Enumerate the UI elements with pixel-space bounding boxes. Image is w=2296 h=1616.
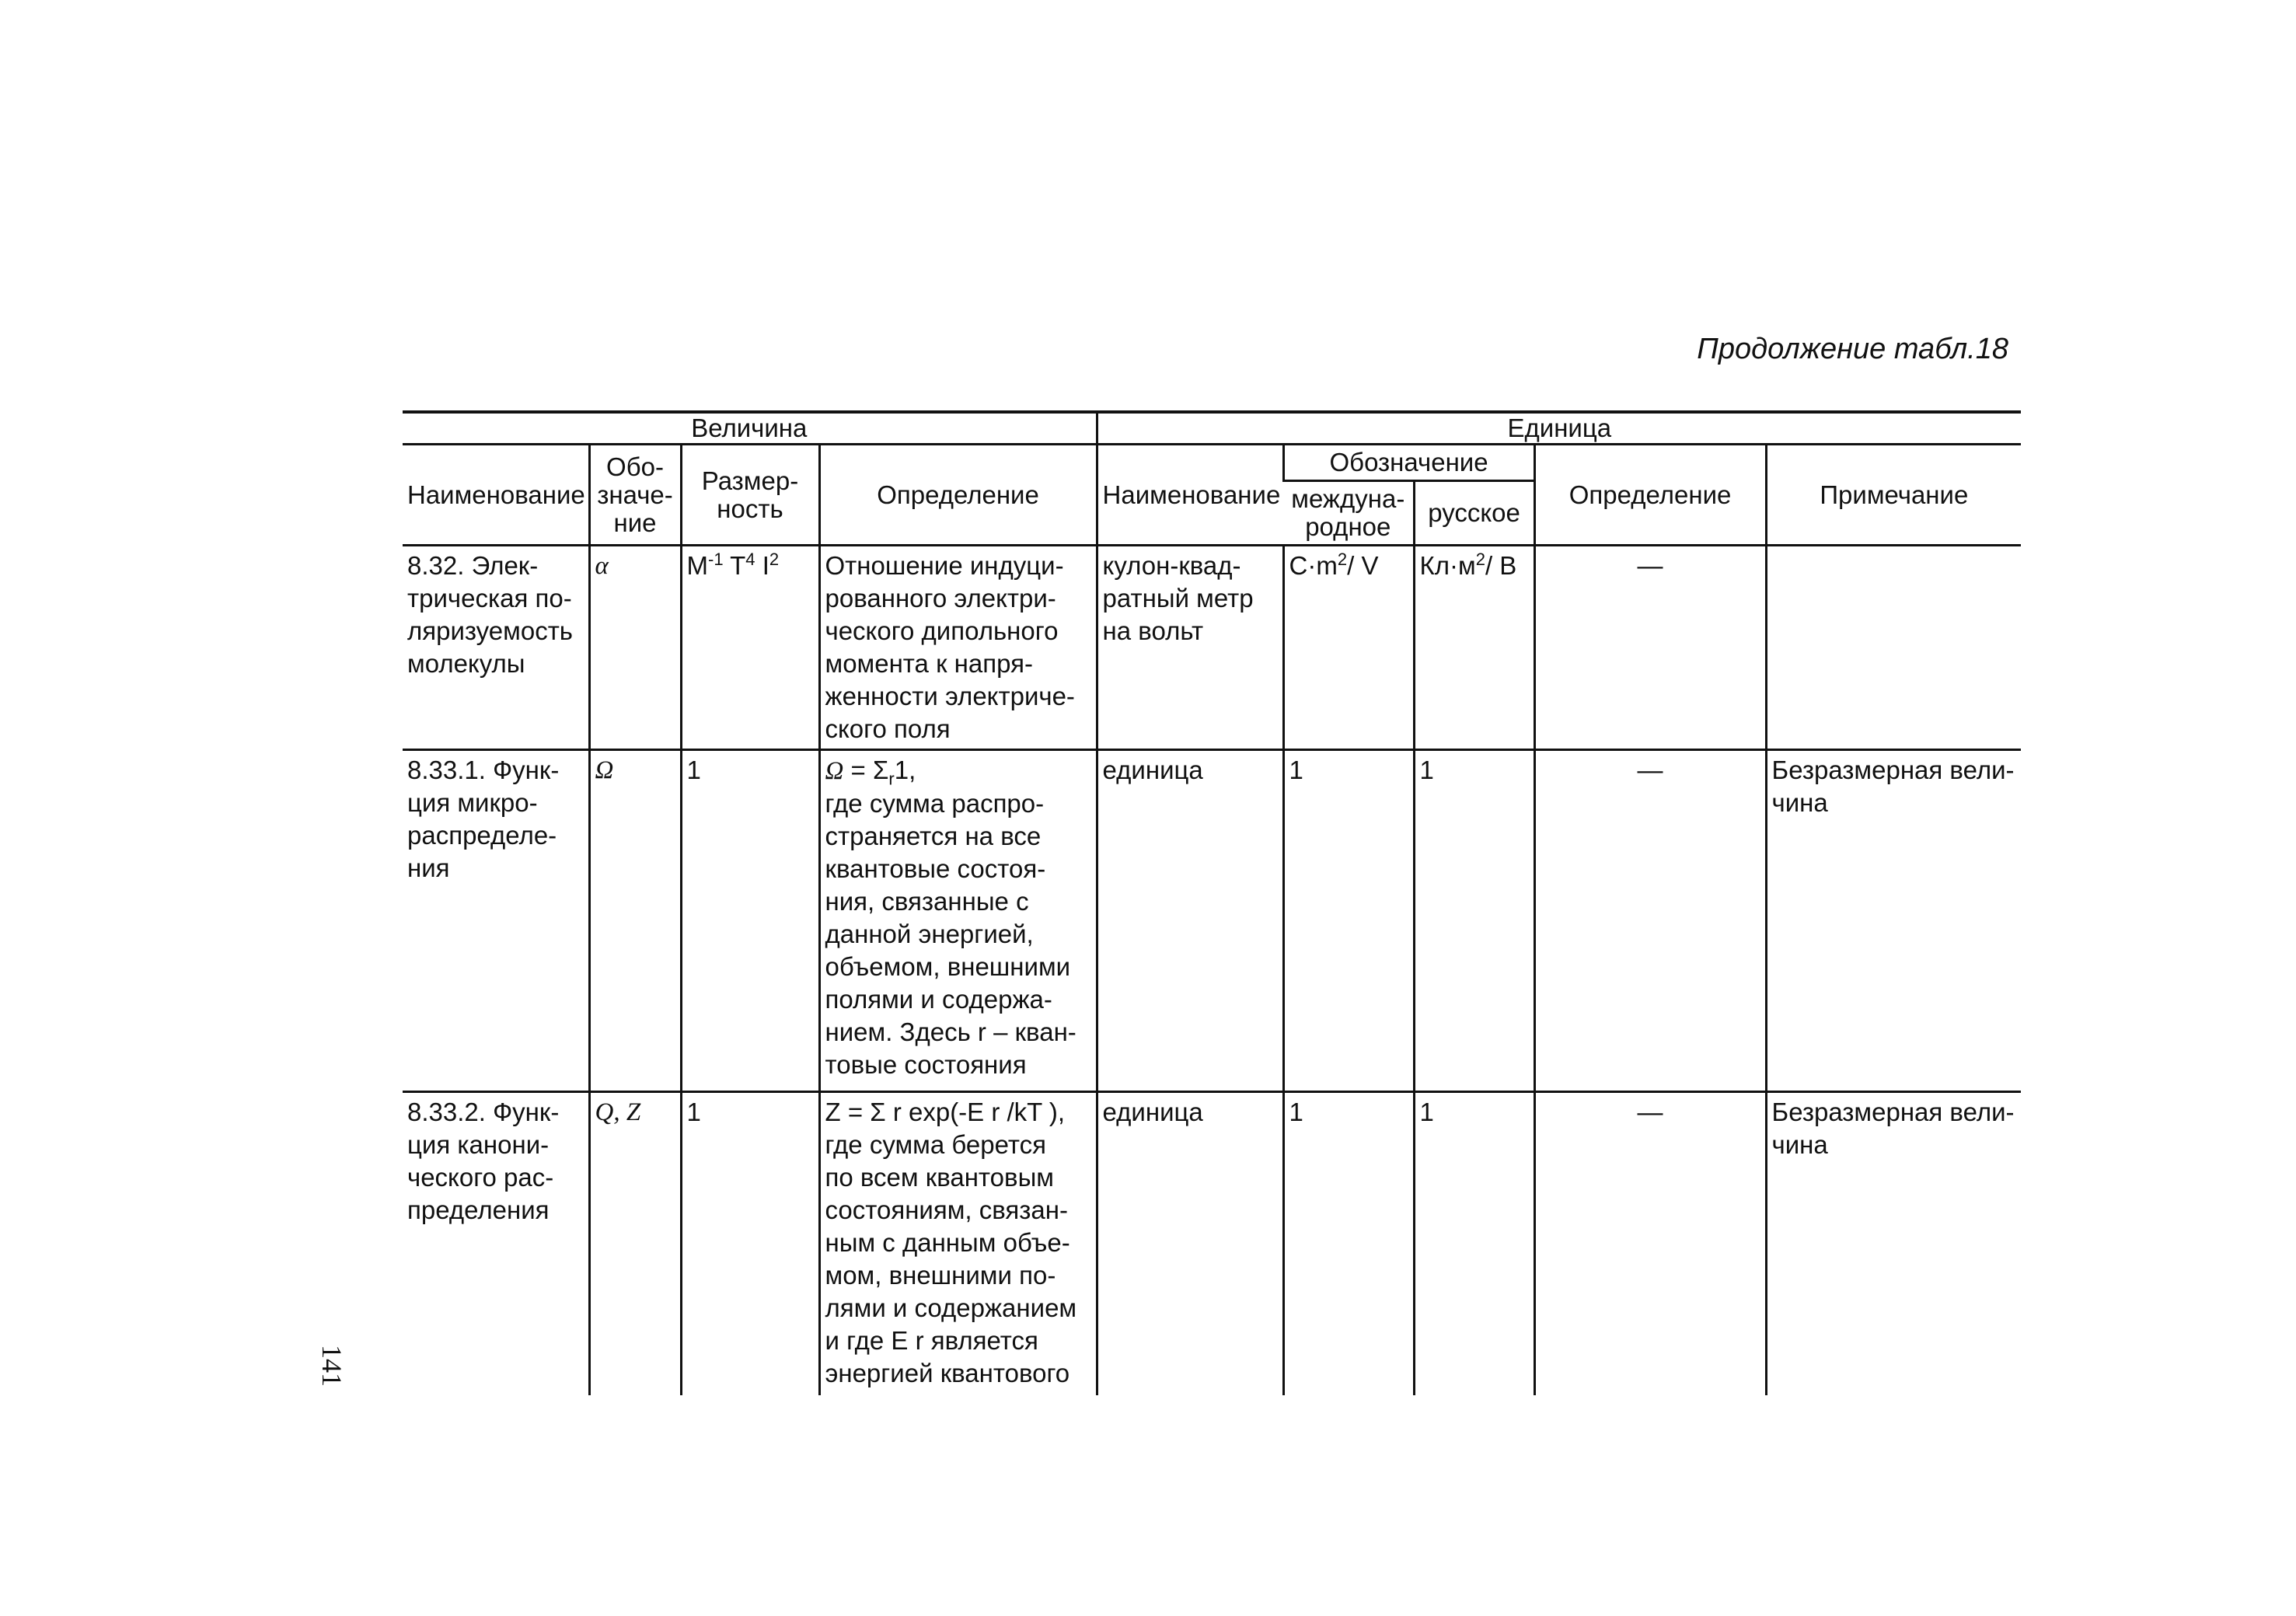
- unit-definition: —: [1534, 546, 1766, 750]
- quantity-symbol: Ω: [589, 750, 681, 1092]
- header-note: Примечание: [1766, 445, 2021, 546]
- formula: $\Omega = \Sigma_r1$,: [825, 756, 916, 789]
- quantity-symbol: Q, Z: [589, 1092, 681, 1395]
- unit-definition: —: [1534, 1092, 1766, 1395]
- header-international: междуна- родное: [1283, 481, 1414, 546]
- header-quantity-name: Наименование: [403, 445, 589, 546]
- note: Безразмерная вели- чина: [1766, 1092, 2021, 1395]
- header-unit-definition: Определение: [1534, 445, 1766, 546]
- page-number: 141: [316, 1345, 347, 1387]
- header-quantity-symbol: Обо- значе- ние: [589, 445, 681, 546]
- dimension: 1: [681, 750, 819, 1092]
- table-row: [403, 750, 2021, 1092]
- table-caption: Продолжение табл.18: [1697, 333, 2008, 365]
- quantities-table: [403, 410, 2021, 1395]
- quantity-definition: Z = Σ r exp(-E r /kT ), где сумма берется по всем квантовым состояниям, связан- ным с данным объе- мом, внешними по- лями и содержанием и где E r является энергией квантового: [819, 1092, 1097, 1395]
- dimension: $M^{-1}$ $T^4$ $I^2$: [681, 546, 819, 750]
- quantity-name: 8.33.2. Функ- ция канони- ческого рас- пределения: [407, 1098, 560, 1224]
- header-unit-symbol: Обозначение: [1283, 445, 1534, 481]
- unit-symbol-russian: 1: [1414, 1092, 1534, 1395]
- header-unit-name: Наименование: [1097, 445, 1283, 546]
- formula: Z = Σ r exp(-E r /kT ),: [825, 1098, 1066, 1126]
- unit-definition: —: [1534, 750, 1766, 1092]
- unit-symbol-russian: $Кл\cdot м^2/$ В: [1414, 546, 1534, 750]
- unit-name: единица: [1097, 750, 1283, 1092]
- note: Безразмерная вели- чина: [1766, 750, 2021, 1092]
- header-russian: русское: [1414, 481, 1534, 546]
- unit-symbol-international: 1: [1283, 1092, 1414, 1395]
- quantity-definition: Отношение индуци- рованного электри- ческого дипольного момента к напря- женности электриче- ского поля: [819, 546, 1097, 750]
- unit-symbol-international: 1: [1283, 750, 1414, 1092]
- table-row: [403, 1092, 2021, 1395]
- header-quantity-definition: Определение: [819, 445, 1097, 546]
- quantity-definition: $\Omega = \Sigma_r1$, где сумма распро- страняется на все квантовые состоя- ния, связанные с данной энергией, объемом, внешними полями и содержа- нием. Здесь r – кван- товые состояния: [819, 750, 1097, 1092]
- quantity-name: 8.33.1. Функ- ция микро- распределе- ния: [403, 750, 589, 1092]
- unit-name: единица: [1097, 1092, 1283, 1395]
- dimension: 1: [681, 1092, 819, 1395]
- header-quantity: Величина: [403, 412, 1097, 445]
- unit-name: кулон-квад- ратный метр на вольт: [1097, 546, 1283, 750]
- unit-symbol-international: $C\cdot m^2/$ V: [1283, 546, 1414, 750]
- table-row: [403, 546, 2021, 750]
- header-dimension: Размер- ность: [681, 445, 819, 546]
- quantity-name: 8.32. Элек- трическая по- ляризуемость молекулы: [403, 546, 589, 750]
- unit-symbol-russian: 1: [1414, 750, 1534, 1092]
- header-unit: Единица: [1097, 412, 2021, 445]
- quantity-symbol: α: [589, 546, 681, 750]
- note: [1766, 546, 2021, 750]
